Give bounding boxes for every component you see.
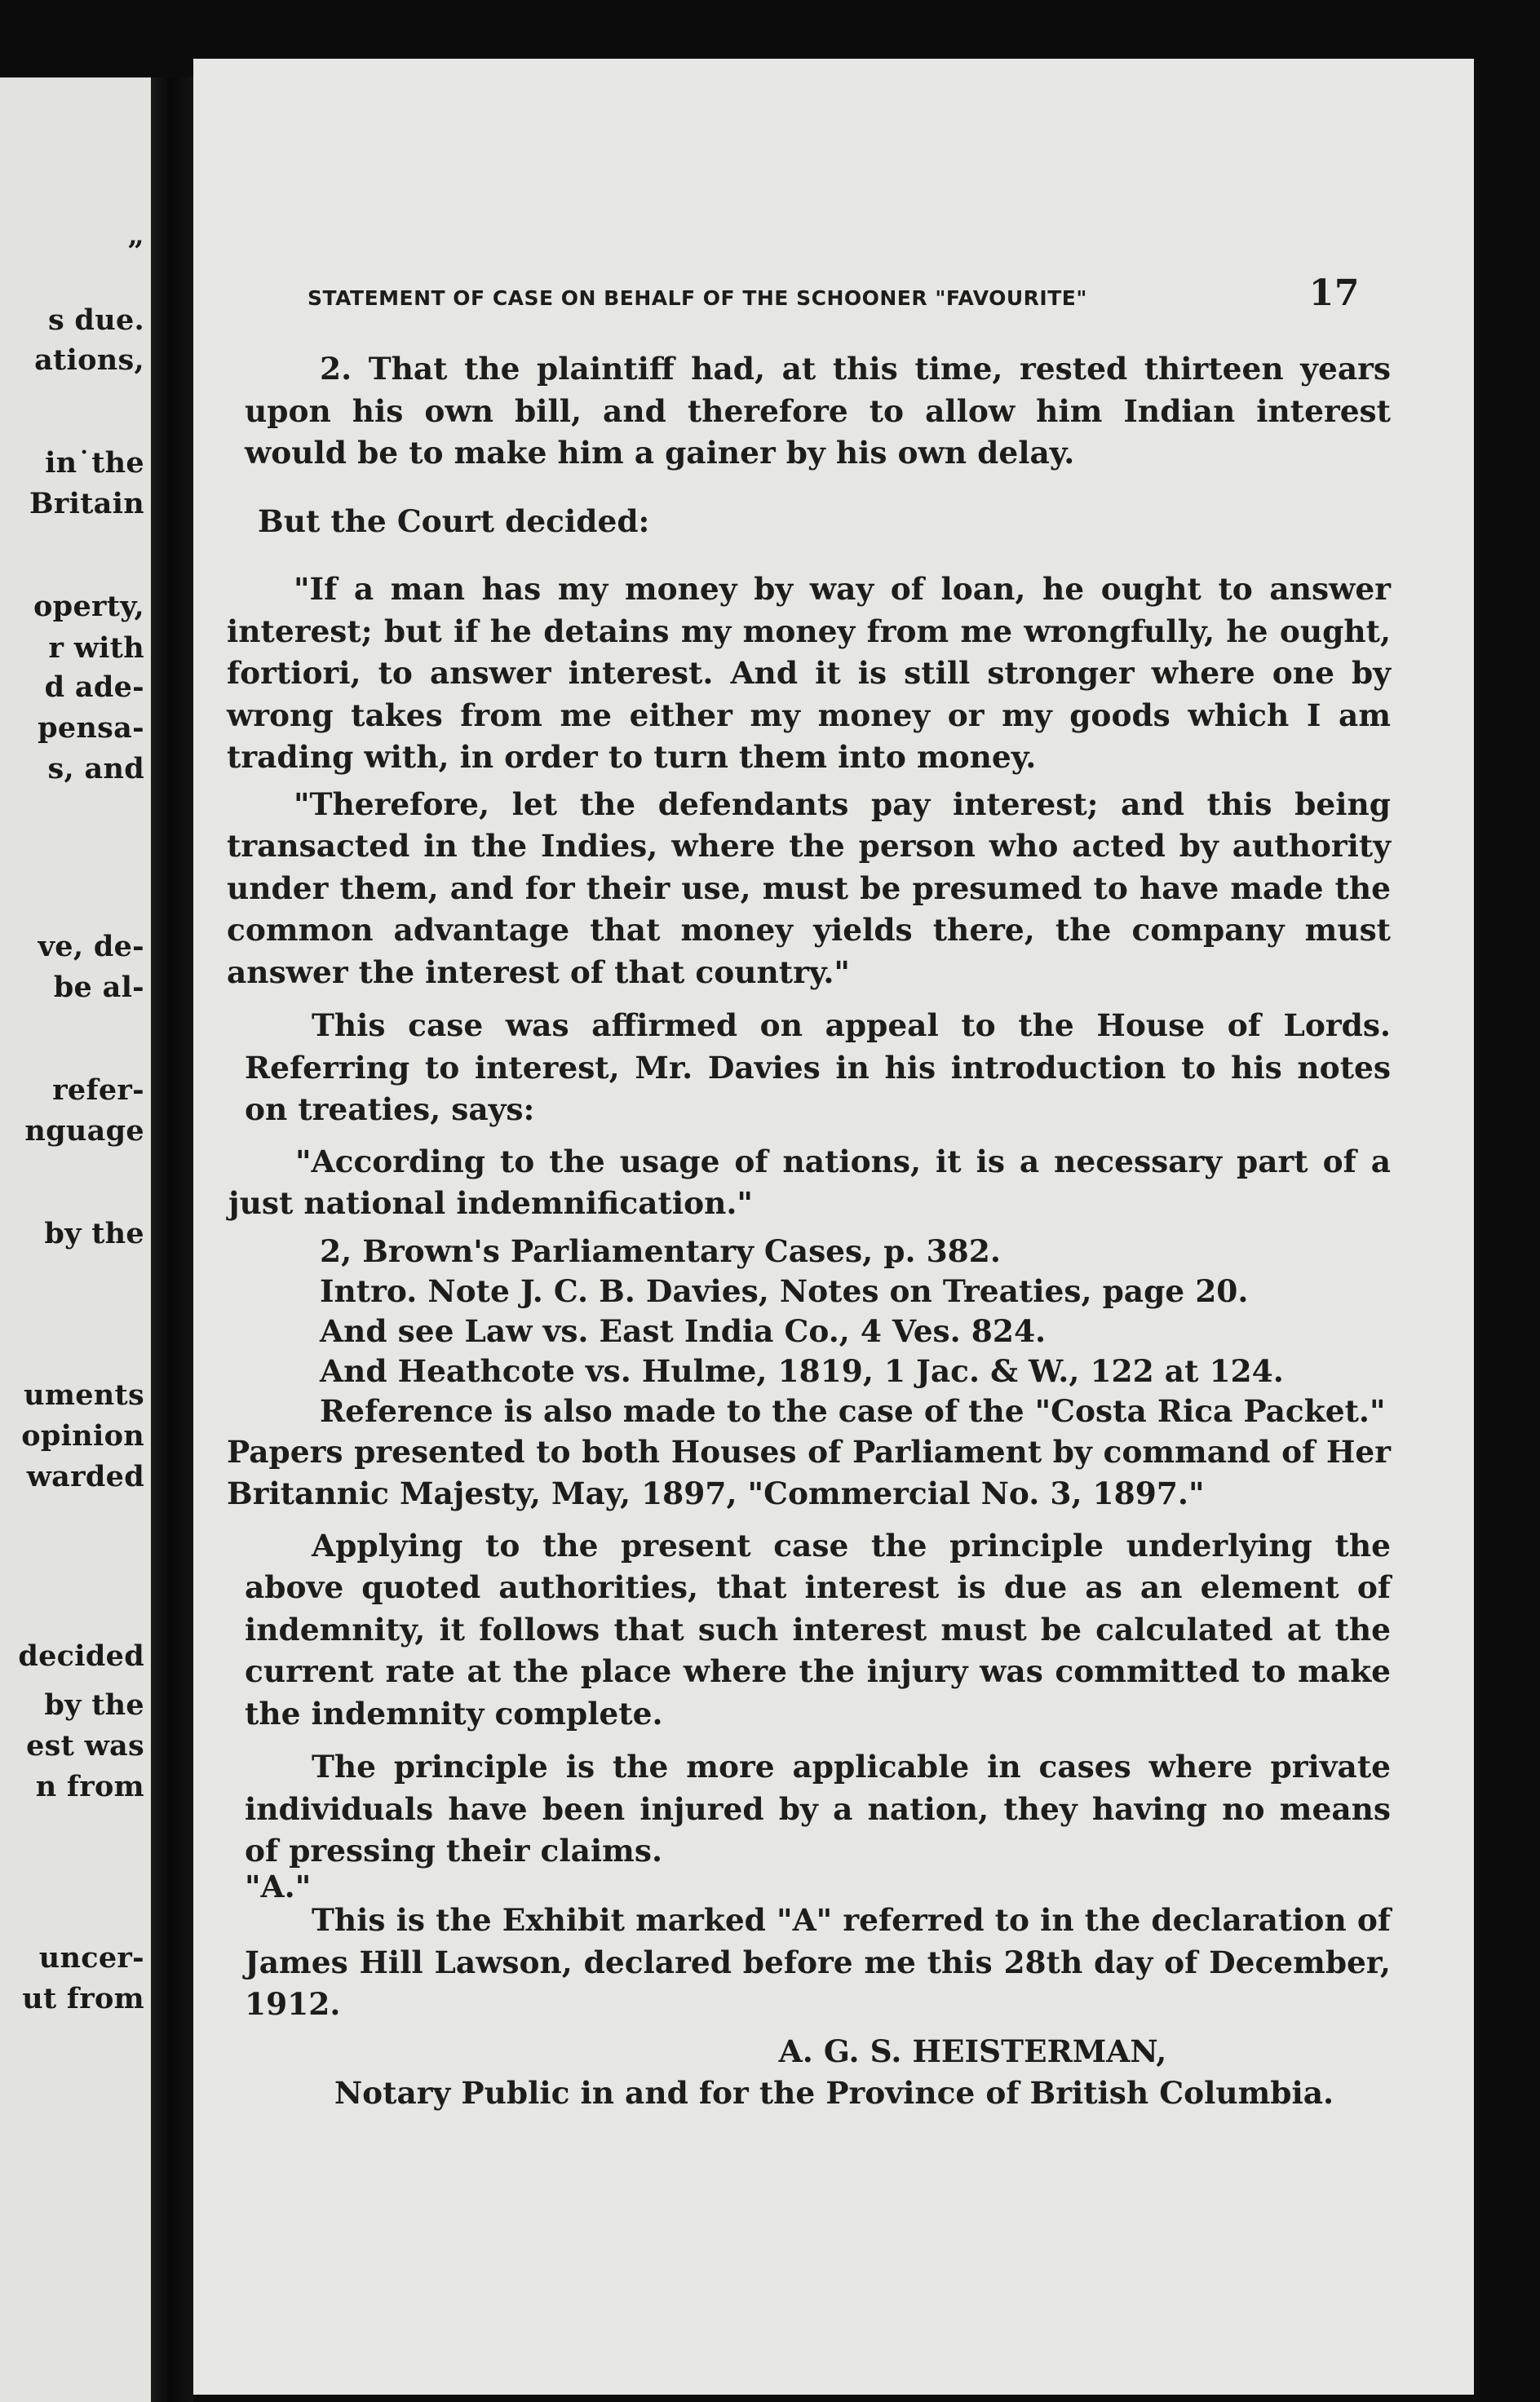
left-page-line-fragment: by the (44, 1688, 144, 1722)
left-page-line-fragment: uments (24, 1378, 144, 1412)
paragraph-parliament-papers: Papers presented to both Houses of Parliament by command of Her Britannic Majesty, May, 1897, "Commercial No. 3, 1897." (227, 1433, 1391, 1511)
left-page-line-fragment: s due. (47, 303, 144, 337)
left-page-line-fragment: by the (44, 1217, 144, 1250)
left-page-line-fragment: nguage (24, 1114, 144, 1148)
left-page-line-fragment: opinion (21, 1419, 144, 1453)
left-page-line-fragment: operty, (33, 590, 144, 623)
left-page-line-fragment: decided (18, 1639, 144, 1673)
left-page-line-fragment: „ (127, 219, 144, 252)
left-page-line-fragment: uncer- (38, 1941, 144, 1975)
left-page-line-fragment: refer- (52, 1073, 144, 1107)
body-text (227, 348, 1391, 2115)
paragraph-private-individuals: The principle is the more applicable in cases where private individuals have been injured by a nation, they having no means of pressing their claims. (245, 1749, 1391, 1869)
left-page-line-fragment: Britain (29, 487, 144, 520)
paragraph-house-of-lords: This case was affirmed on appeal to the House of Lords. Referring to interest, Mr. Davies in his introduction to his notes on treaties, says: (245, 1007, 1391, 1127)
citation-law-vs-east-india: And see Law vs. East India Co., 4 Ves. 824. (320, 1312, 1047, 1349)
left-page-line-fragment: r with (48, 631, 144, 665)
notary-signature-title: Notary Public in and for the Province of British Columbia. (334, 2075, 1334, 2111)
left-page-line-fragment: be al- (53, 971, 144, 1004)
paragraph-court-decided: But the Court decided: (258, 502, 650, 539)
left-page-line-fragment: pensa- (38, 711, 144, 745)
document-page (193, 59, 1474, 2395)
citation-heathcote-vs-hulme: And Heathcote vs. Hulme, 1819, 1 Jac. & W., 122 at 124. (320, 1352, 1284, 1389)
quote-defendants-interest: "Therefore, let the defendants pay interest; and this being transacted in the Indies, where the person who acted by authority under them, and for their use, must be presumed to have made the common advantage that money yields there, the company must answer the interest of that country." (227, 785, 1391, 990)
citation-browns-cases: 2, Brown's Parliamentary Cases, p. 382. (320, 1232, 1001, 1269)
left-page-line-fragment: n from (35, 1770, 144, 1803)
left-page-line-fragment: warded (26, 1460, 144, 1493)
left-page-line-fragment: in˙the (45, 446, 144, 480)
quote-usage-of-nations: "According to the usage of nations, it is a necessary part of a just national indemnification." (228, 1143, 1391, 1221)
paragraph-plaintiff-delay: 2. That the plaintiff had, at this time, rested thirteen years upon his own bill, and therefore to allow him Indian interest would be to make him a gainer by his own delay. (245, 351, 1391, 471)
running-header (308, 272, 1360, 314)
citation-davies-notes: Intro. Note J. C. B. Davies, Notes on Treaties, page 20. (320, 1272, 1249, 1309)
citation-costa-rica-packet: Reference is also made to the case of the "Costa Rica Packet." (320, 1392, 1386, 1429)
left-page-line-fragment: est was (26, 1729, 144, 1763)
left-page-line-fragment: d ade- (44, 670, 144, 704)
left-page-line-fragment: s, and (47, 752, 144, 785)
left-page-line-fragment: ations, (34, 343, 144, 377)
running-head-title: STATEMENT OF CASE ON BEHALF OF THE SCHOONER "FAVOURITE" (308, 286, 1087, 310)
paragraph-exhibit-declaration: This is the Exhibit marked "A" referred to in the declaration of James Hill Lawson, declared before me this 28th day of December, 1912. (245, 1902, 1391, 2022)
left-page-line-fragment: ut from (22, 1982, 144, 2015)
notary-signature-name: A. G. S. HEISTERMAN, (778, 2033, 1167, 2069)
adjacent-page-fragment (0, 77, 151, 2402)
exhibit-mark: "A." (245, 1868, 312, 1904)
page-number: 17 (1308, 272, 1360, 314)
book-gutter (151, 77, 193, 2402)
paragraph-applying-principle: Applying to the present case the principle underlying the above quoted authorities, that interest is due as an element of indemnity, it follows that such interest must be calculated at the current rate at the place where the injury was committed to make the indemnity complete. (245, 1527, 1391, 1732)
quote-money-loan: "If a man has my money by way of loan, he ought to answer interest; but if he detains my money from me wrongfully, he ought, fortiori, to answer interest. And it is still stronger where one by wrong takes from me either my money or my goods which I am trading with, in order to turn them into money. (227, 571, 1391, 775)
left-page-line-fragment: ve, de- (38, 930, 144, 963)
